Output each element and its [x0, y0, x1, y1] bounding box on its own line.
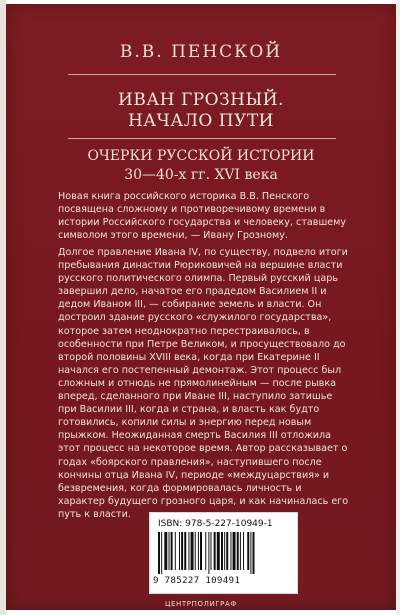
blurb-paragraph-2: Долгое правление Ивана IV, по существу, подвело итоги пребывания династии Рюриковичей на вершине власти русского политического олимпа. Первый русский царь завершил дело, начатое его прадедом Василием II и дедом Иваном III, — собирание земель и власти. Он достроил здание русского «служилого государства», которое затем неоднократно перестраивалось, в особенности при Петре Великом, и просуществовало до второй половины XVIII века, когда при Екатерине II начался его постепенный демонтаж. Этот процесс был сложным и отнюдь не прямолинейным — после рывка вперед, сделанного при Иване III, наступило затишье при Василии III, когда и страна, и власть как будто готовились, копили силы и энергию перед новым прыжком. Неожиданная смерть Василия III отложила этот процесс на некоторое время. Автор рассказывает о годах «боярского правления», наступившего после кончины отца Ивана IV, периоде «междуцарствия» и безвремения, когда формировалась личность и характер будущего грозного царя, и как начиналась его путь к власти. — [58, 247, 349, 520]
barcode-bar — [200, 532, 202, 570]
subtitle-line-2: 30—40-х гг. XVI века — [124, 167, 278, 183]
book-subtitle — [6, 147, 396, 185]
barcode-bar — [208, 532, 209, 574]
book-back-cover — [6, 4, 396, 610]
page-edge-right — [396, 0, 400, 615]
isbn-barcode-block — [149, 512, 298, 594]
barcode-bar — [243, 532, 244, 570]
barcode-digits: 9 785227 109491 — [153, 576, 241, 586]
divider-middle — [68, 138, 336, 139]
barcode-bar — [169, 532, 170, 570]
barcode-bar — [195, 532, 196, 570]
barcode-bar — [253, 532, 255, 574]
subtitle-line-1: ОЧЕРКИ РУССКОЙ ИСТОРИИ — [87, 148, 315, 164]
barcode-bar — [226, 532, 228, 570]
barcode-bar — [191, 532, 194, 570]
divider-top — [68, 74, 336, 75]
barcode-bar — [224, 532, 225, 570]
barcode-bar — [161, 532, 162, 574]
book-title — [6, 90, 396, 132]
barcode-bar — [198, 532, 199, 570]
barcode-bar — [171, 532, 173, 570]
title-line-2: НАЧАЛО ПУТИ — [127, 111, 274, 131]
barcode-bar — [247, 532, 249, 570]
barcode-image — [158, 532, 289, 574]
publisher-name: ЦЕНТРПОЛИГРАФ — [165, 600, 237, 608]
author-name: В.В. ПЕНСКОЙ — [119, 42, 283, 62]
barcode-bar — [217, 532, 220, 570]
barcode-bar — [211, 532, 212, 570]
barcode-bar — [188, 532, 189, 570]
barcode-bar — [237, 532, 239, 570]
barcode-bar — [158, 532, 160, 574]
barcode-bar — [181, 532, 183, 570]
blurb-paragraph-1: Новая книга российского историка В.В. Пенского посвящена сложному и противоречивому времени в истории Российского государства и человеку, ставшему символом этого времени, — Ивану Грозному. — [58, 191, 347, 242]
barcode-bar — [179, 532, 180, 570]
barcode-bar — [230, 532, 231, 570]
barcode-bar — [240, 532, 241, 570]
isbn-label: ISBN: 978-5-227-10949-1 — [158, 519, 273, 529]
barcode-bar — [250, 532, 251, 574]
barcode-bar — [233, 532, 236, 570]
barcode-bar — [221, 532, 223, 570]
barcode-bar — [164, 532, 167, 570]
barcode-bar — [214, 532, 216, 570]
barcode-bar — [175, 532, 176, 570]
title-line-1: ИВАН ГРОЗНЫЙ. — [118, 90, 284, 110]
barcode-bar — [205, 532, 206, 570]
barcode-bar — [184, 532, 186, 570]
